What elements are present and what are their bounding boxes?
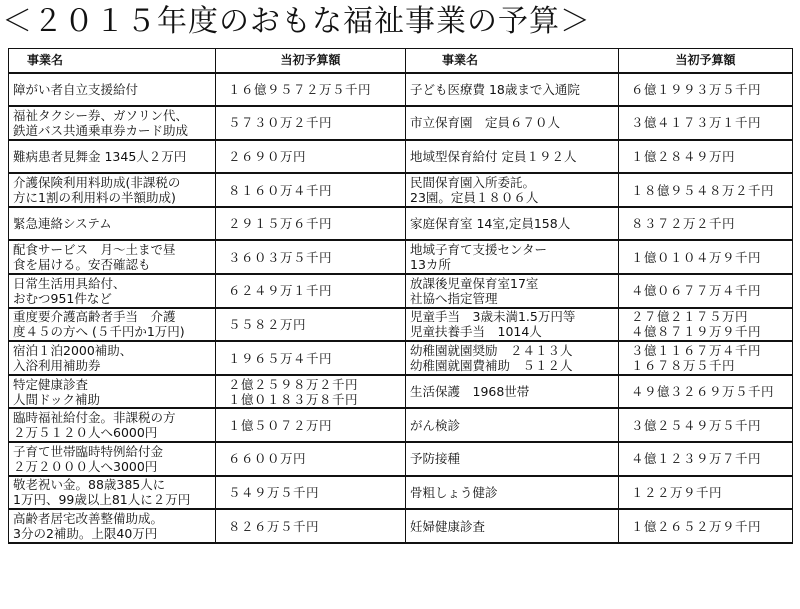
cell-line: １６億９５７２万５千円 xyxy=(228,81,372,97)
cell-line: ５７３０万２千円 xyxy=(228,115,333,131)
left-amount-cell xyxy=(216,173,406,207)
cell-line: ３６０３万５千円 xyxy=(228,249,333,265)
cell-line: ４億０６７７万４千円 xyxy=(631,283,762,299)
cell-line: 介護保険利用料助成(非課税の xyxy=(13,175,181,191)
cell-line: 宿泊１泊2000補助、 xyxy=(13,343,133,359)
cell-line: おむつ951件など xyxy=(13,290,112,306)
left-amount-cell xyxy=(216,341,406,375)
left-name-cell xyxy=(9,240,216,274)
table-row xyxy=(9,375,793,409)
left-name-cell xyxy=(9,106,216,140)
cell-line: 子育て世帯臨時特例給付金 xyxy=(13,443,164,459)
cell-line: １６７８万５千円 xyxy=(631,358,736,374)
cell-line: ５４９万５千円 xyxy=(228,484,320,500)
cell-line: １億０１０４万９千円 xyxy=(631,249,762,265)
left-name-cell xyxy=(9,308,216,342)
right-name-cell xyxy=(406,73,619,107)
cell-line: 骨粗しょう健診 xyxy=(410,484,498,500)
cell-line: がん検診 xyxy=(410,417,461,433)
right-amount-cell xyxy=(619,73,793,107)
table-row xyxy=(9,173,793,207)
cell-line: ６２４９万１千円 xyxy=(228,283,333,299)
cell-line: ８２６万５千円 xyxy=(228,518,320,534)
cell-line: 高齢者居宅改善整備助成。 xyxy=(13,511,164,527)
cell-line: ２７億２１７５万円 xyxy=(631,309,749,325)
cell-line: 生活保護 1968世帯 xyxy=(410,384,530,400)
left-name-cell xyxy=(9,375,216,409)
table-header-row xyxy=(9,49,793,73)
left-name-cell xyxy=(9,509,216,543)
right-amount-cell xyxy=(619,341,793,375)
cell-line: ２万２０００人へ3000円 xyxy=(13,458,158,474)
right-name-cell xyxy=(406,341,619,375)
cell-line: 放課後児童保育室17室 xyxy=(410,275,539,291)
header-amount-left: 当初予算額 xyxy=(216,49,406,73)
right-amount-cell xyxy=(619,173,793,207)
cell-line: ４億８７１９万９千円 xyxy=(631,324,762,340)
cell-line: ８１６０万４千円 xyxy=(228,182,333,198)
cell-line: 福祉タクシー券、ガソリン代、 xyxy=(13,107,189,123)
left-amount-cell xyxy=(216,140,406,174)
right-amount-cell xyxy=(619,240,793,274)
cell-line: 市立保育園 定員６７０人 xyxy=(410,115,561,131)
cell-line: １２２万９千円 xyxy=(631,484,723,500)
right-name-cell xyxy=(406,408,619,442)
right-amount-cell xyxy=(619,207,793,241)
left-name-cell xyxy=(9,476,216,510)
cell-line: 社協へ指定管理 xyxy=(410,290,498,306)
left-name-cell xyxy=(9,207,216,241)
left-amount-cell xyxy=(216,308,406,342)
left-amount-cell xyxy=(216,442,406,476)
cell-line: ２万５１２０人へ6000円 xyxy=(13,425,158,441)
right-name-cell xyxy=(406,274,619,308)
cell-line: 食を届ける。安否確認も xyxy=(13,257,151,273)
left-name-cell xyxy=(9,173,216,207)
cell-line: 1万円、99歳以上81人に２万円 xyxy=(13,492,191,508)
cell-line: 予防接種 xyxy=(410,451,461,467)
cell-line: 13カ所 xyxy=(410,257,451,273)
cell-line: １億２６５２万９千円 xyxy=(631,518,762,534)
left-name-cell xyxy=(9,341,216,375)
cell-line: 幼稚園就園奨励 ２４１３人 xyxy=(410,343,573,359)
table-row xyxy=(9,308,793,342)
right-name-cell xyxy=(406,476,619,510)
left-name-cell xyxy=(9,73,216,107)
right-name-cell xyxy=(406,140,619,174)
cell-line: ３億１１６７万４千円 xyxy=(631,343,762,359)
right-name-cell xyxy=(406,173,619,207)
cell-line: ８３７２万２千円 xyxy=(631,216,736,232)
cell-line: 重度要介護高齢者手当 介護 xyxy=(13,309,176,325)
left-amount-cell xyxy=(216,240,406,274)
cell-line: ６６００万円 xyxy=(228,451,307,467)
cell-line: ２６９０万円 xyxy=(228,148,307,164)
cell-line: １億５０７２万円 xyxy=(228,417,333,433)
cell-line: 臨時福祉給付金。非課税の方 xyxy=(13,410,176,426)
right-name-cell xyxy=(406,375,619,409)
right-name-cell xyxy=(406,442,619,476)
left-amount-cell xyxy=(216,408,406,442)
left-amount-cell xyxy=(216,476,406,510)
cell-line: 3分の2補助。上限40万円 xyxy=(13,526,158,542)
right-amount-cell xyxy=(619,476,793,510)
left-amount-cell xyxy=(216,274,406,308)
right-amount-cell xyxy=(619,140,793,174)
left-amount-cell xyxy=(216,106,406,140)
cell-line: ５５８２万円 xyxy=(228,316,307,332)
cell-line: 難病患者見舞金 1345人２万円 xyxy=(13,148,187,164)
header-amount-right: 当初予算額 xyxy=(619,49,793,73)
table-row xyxy=(9,341,793,375)
left-name-cell xyxy=(9,442,216,476)
right-amount-cell xyxy=(619,442,793,476)
right-name-cell xyxy=(406,240,619,274)
cell-line: 緊急連絡システム xyxy=(13,216,112,232)
cell-line: 入浴利用補助券 xyxy=(13,358,101,374)
cell-line: 23園。定員１８０６人 xyxy=(410,190,539,206)
left-amount-cell xyxy=(216,375,406,409)
table-row xyxy=(9,476,793,510)
table-row xyxy=(9,207,793,241)
cell-line: 児童扶養手当 1014人 xyxy=(410,324,542,340)
table-row xyxy=(9,140,793,174)
cell-line: ３億２５４９万５千円 xyxy=(631,417,762,433)
cell-line: 鉄道バス共通乗車券カード助成 xyxy=(13,122,189,138)
cell-line: 特定健康診査 xyxy=(13,376,89,392)
left-amount-cell xyxy=(216,207,406,241)
cell-line: １億０１８３万８千円 xyxy=(228,391,359,407)
cell-line: 子ども医療費 18歳まで入通院 xyxy=(410,81,580,97)
cell-line: １８億９５４８万２千円 xyxy=(631,182,775,198)
cell-line: 障がい者自立支援給付 xyxy=(13,81,139,97)
cell-line: １億２８４９万円 xyxy=(631,148,736,164)
left-name-cell xyxy=(9,140,216,174)
cell-line: 日常生活用具給付、 xyxy=(13,275,126,291)
cell-line: 度４５の方へ (５千円か1万円) xyxy=(13,324,185,340)
table-row xyxy=(9,509,793,543)
right-name-cell xyxy=(406,308,619,342)
cell-line: ６億１９９３万５千円 xyxy=(631,81,762,97)
cell-line: ４億１２３９万７千円 xyxy=(631,451,762,467)
right-amount-cell xyxy=(619,509,793,543)
left-name-cell xyxy=(9,274,216,308)
header-name-right: 事業名 xyxy=(406,49,619,73)
cell-line: 敬老祝い金。88歳385人に xyxy=(13,477,166,493)
cell-line: ２９１５万６千円 xyxy=(228,216,333,232)
right-amount-cell xyxy=(619,308,793,342)
cell-line: 地域型保育給付 定員１９２人 xyxy=(410,148,577,164)
table-row xyxy=(9,240,793,274)
cell-line: 家庭保育室 14室,定員158人 xyxy=(410,216,571,232)
right-name-cell xyxy=(406,106,619,140)
cell-line: 人間ドック補助 xyxy=(13,391,101,407)
budget-table xyxy=(8,48,793,544)
right-amount-cell xyxy=(619,106,793,140)
table-row xyxy=(9,408,793,442)
right-name-cell xyxy=(406,207,619,241)
cell-line: １９６５万４千円 xyxy=(228,350,333,366)
right-name-cell xyxy=(406,509,619,543)
cell-line: 地域子育て支援センター xyxy=(410,242,548,258)
right-amount-cell xyxy=(619,274,793,308)
cell-line: ３億４１７３万１千円 xyxy=(631,115,762,131)
left-name-cell xyxy=(9,408,216,442)
right-amount-cell xyxy=(619,375,793,409)
header-name-left: 事業名 xyxy=(9,49,216,73)
cell-line: 配食サービス 月～土まで昼 xyxy=(13,242,176,258)
table-row xyxy=(9,442,793,476)
cell-line: 幼稚園就園費補助 ５１２人 xyxy=(410,358,573,374)
cell-line: 方に1割の利用料の半額助成) xyxy=(13,190,176,206)
cell-line: 児童手当 3歳未満1.5万円等 xyxy=(410,309,576,325)
left-amount-cell xyxy=(216,73,406,107)
right-amount-cell xyxy=(619,408,793,442)
left-amount-cell xyxy=(216,509,406,543)
table-row xyxy=(9,274,793,308)
page-title: ＜２０１５年度のおもな福祉事業の予算＞ xyxy=(2,4,591,39)
table-row xyxy=(9,73,793,107)
cell-line: 民間保育園入所委託。 xyxy=(410,175,536,191)
table-row xyxy=(9,106,793,140)
cell-line: ４９億３２６９万５千円 xyxy=(631,384,775,400)
cell-line: ２億２５９８万２千円 xyxy=(228,376,359,392)
cell-line: 妊婦健康診査 xyxy=(410,518,486,534)
